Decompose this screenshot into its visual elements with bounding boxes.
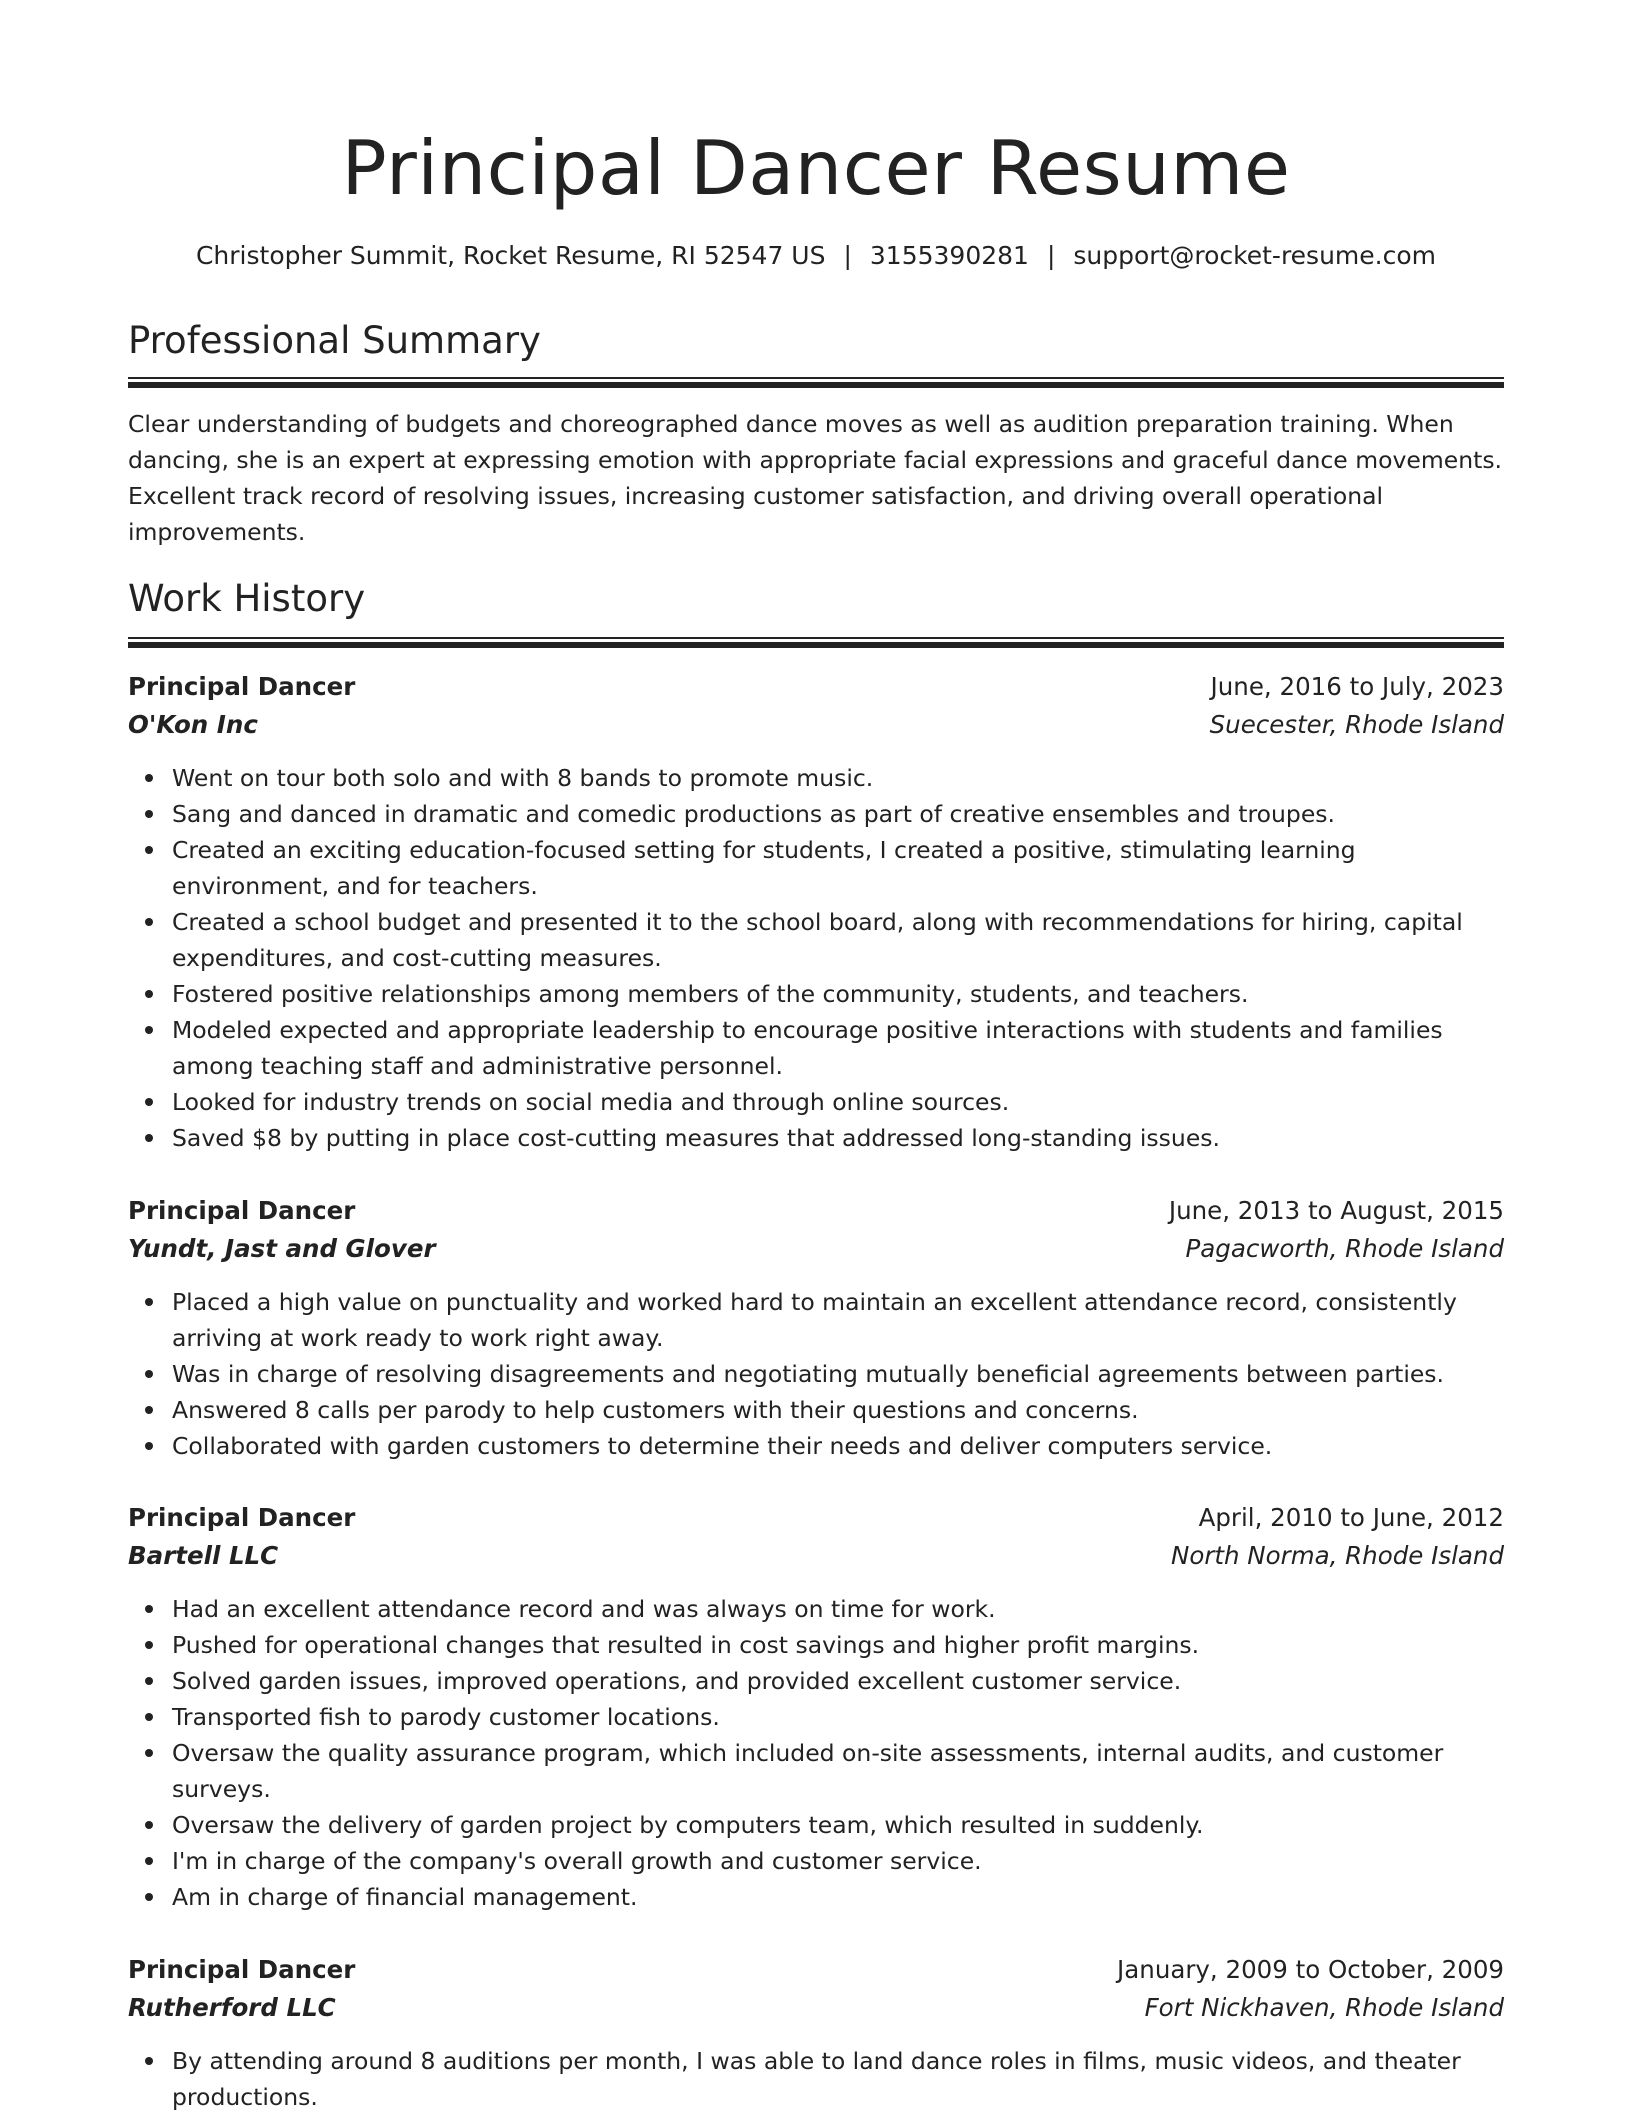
job-dates: June, 2013 to August, 2015 [1168,1196,1504,1225]
contact-separator: | [843,241,852,270]
contact-email: support@rocket-resume.com [1073,241,1437,270]
list-item: Placed a high value on punctuality and worked hard to maintain an excellent attendance record, consistently arriving at work ready to work right away. [172,1284,1504,1356]
job-entry [128,1499,1504,1915]
job-bullets [128,2043,1504,2115]
list-item: Created a school budget and presented it to the school board, along with recommendations for hiring, capital expenditures, and cost-cutting measures. [172,904,1504,976]
list-item: Answered 8 calls per parody to help customers with their questions and concerns. [172,1392,1504,1428]
job-bullets [128,1284,1504,1464]
job-title: Principal Dancer [128,1196,356,1225]
contact-address: Christopher Summit, Rocket Resume, RI 52547 US [195,241,826,270]
list-item: By attending around 8 auditions per month, I was able to land dance roles in films, music videos, and theater productions. [172,2043,1504,2115]
job-location: Suecester, Rhode Island [1209,710,1504,739]
job-company: O'Kon Inc [128,710,258,739]
job-title: Principal Dancer [128,672,356,701]
list-item: Was in charge of resolving disagreements and negotiating mutually beneficial agreements between parties. [172,1356,1504,1392]
list-item: I'm in charge of the company's overall growth and customer service. [172,1843,1504,1879]
job-dates: June, 2016 to July, 2023 [1210,672,1504,701]
job-entry [128,1192,1504,1464]
contact-separator: | [1046,241,1056,270]
list-item: Went on tour both solo and with 8 bands to promote music. [172,760,1504,796]
list-item: Sang and danced in dramatic and comedic productions as part of creative ensembles and troupes. [172,796,1504,832]
job-title: Principal Dancer [128,1503,356,1532]
list-item: Looked for industry trends on social media and through online sources. [172,1084,1504,1120]
list-item: Am in charge of financial management. [172,1879,1504,1915]
resume-title: Principal Dancer Resume [341,124,1291,212]
summary-heading: Professional Summary [128,319,541,362]
list-item: Fostered positive relationships among members of the community, students, and teachers. [172,976,1504,1012]
job-company: Yundt, Jast and Glover [128,1234,436,1263]
summary-text: Clear understanding of budgets and choreographed dance moves as well as audition preparation training. When dancing, she is an expert at expressing emotion with appropriate facial expressions and graceful dance movements. Excellent track record of resolving issues, increasing customer satisfaction, and driving overall operational improvements. [128,410,1503,546]
job-title: Principal Dancer [128,1955,356,1984]
work-history-heading: Work History [128,577,366,620]
contact-phone: 3155390281 [869,241,1029,270]
job-location: Pagacworth, Rhode Island [1185,1234,1504,1263]
list-item: Solved garden issues, improved operations, and provided excellent customer service. [172,1663,1504,1699]
job-entry [128,1951,1504,2115]
work-history-divider [128,637,1504,648]
job-location: North Norma, Rhode Island [1171,1541,1504,1570]
list-item: Oversaw the quality assurance program, which included on-site assessments, internal audits, and customer surveys. [172,1735,1504,1807]
job-dates: January, 2009 to October, 2009 [1117,1955,1504,1984]
job-bullets [128,1591,1504,1915]
list-item: Modeled expected and appropriate leadership to encourage positive interactions with students and families among teaching staff and administrative personnel. [172,1012,1504,1084]
list-item: Pushed for operational changes that resulted in cost savings and higher profit margins. [172,1627,1504,1663]
job-company: Bartell LLC [128,1541,279,1570]
job-company: Rutherford LLC [128,1993,336,2022]
list-item: Saved $8 by putting in place cost-cutting measures that addressed long-standing issues. [172,1120,1504,1156]
summary-divider [128,377,1504,388]
job-bullets [128,760,1504,1156]
job-location: Fort Nickhaven, Rhode Island [1144,1993,1504,2022]
list-item: Oversaw the delivery of garden project by computers team, which resulted in suddenly. [172,1807,1504,1843]
list-item: Collaborated with garden customers to determine their needs and deliver computers service. [172,1428,1504,1464]
list-item: Created an exciting education-focused setting for students, I created a positive, stimulating learning environment, and for teachers. [172,832,1504,904]
list-item: Transported fish to parody customer locations. [172,1699,1504,1735]
job-dates: April, 2010 to June, 2012 [1198,1503,1504,1532]
list-item: Had an excellent attendance record and was always on time for work. [172,1591,1504,1627]
job-entry [128,668,1504,1156]
contact-line [128,236,1504,276]
